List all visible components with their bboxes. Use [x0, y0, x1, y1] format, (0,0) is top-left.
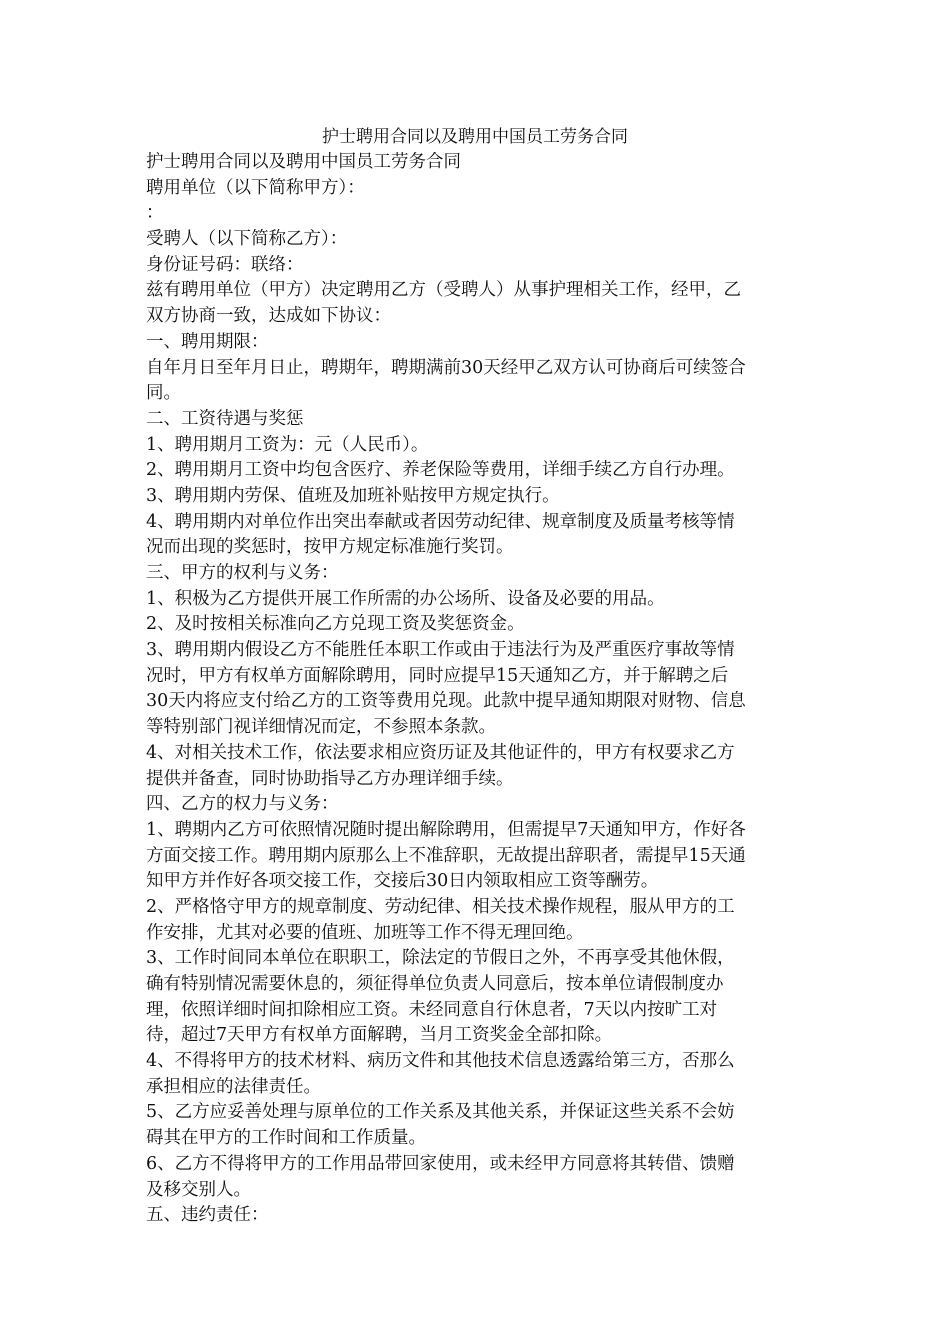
- document-line: 2、聘用期月工资中均包含医疗、养老保险等费用，详细手续乙方自行办理。: [146, 460, 735, 481]
- document-line: 4、不得将甲方的技术材料、病历文件和其他技术信息透露给第三方，否那么: [146, 1051, 735, 1072]
- document-line: 理，依照详细时间扣除相应工资。未经同意自行休息者，7天以内按旷工对: [146, 999, 718, 1020]
- document-line: 三、甲方的权利与义务：: [146, 563, 339, 583]
- document-line: 况而出现的奖惩时，按甲方规定标准施行奖罚。: [146, 537, 514, 558]
- document-line: 聘用单位（以下简称甲方）：: [146, 177, 365, 198]
- document-line: 3、聘用期内假设乙方不能胜任本职工作或由于违法行为及严重医疗事故等情: [146, 640, 735, 661]
- document-line: 受聘人（以下简称乙方）：: [146, 229, 348, 250]
- document-line: ：: [146, 203, 164, 224]
- document-line: 及移交别人。: [146, 1179, 251, 1200]
- document-line: 2、严格恪守甲方的规章制度、劳动纪律、相关技术操作规程，服从甲方的工: [146, 896, 735, 917]
- document-line: 二、工资待遇与奖惩: [146, 408, 304, 429]
- document-line: 护士聘用合同以及聘用中国员工劳务合同: [146, 152, 461, 172]
- document-line: 五、违约责任：: [146, 1205, 269, 1226]
- document-line: 四、乙方的权力与义务：: [146, 794, 339, 815]
- document-line: 待，超过7天甲方有权单方面解聘，当月工资奖金全部扣除。: [146, 1025, 613, 1046]
- document-line: 3、聘用期内劳保、值班及加班补贴按甲方规定执行。: [146, 485, 560, 506]
- document-line: 况时，甲方有权单方面解除聘用，同时应提早15天通知乙方，并于解聘之后: [146, 665, 729, 686]
- document-line: 1、聘期内乙方可依照情况随时提出解除聘用，但需提早7天通知甲方，作好各: [146, 819, 746, 840]
- document-line: 碍其在甲方的工作时间和工作质量。: [146, 1128, 426, 1149]
- document-line: 作安排，尤其对必要的值班、加班等工作不得无理回绝。: [146, 922, 584, 943]
- document-line: 4、对相关技术工作，依法要求相应资历证及其他证件的，甲方有权要求乙方: [146, 742, 735, 763]
- document-line: 知甲方并作好各项交接工作，交接后30日内领取相应工资等酬劳。: [146, 871, 659, 892]
- document-line: 双方协商一致，达成如下协议：: [146, 306, 391, 327]
- document-line: 1、积极为乙方提供开展工作所需的办公场所、设备及必要的用品。: [146, 588, 665, 609]
- document-line: 30天内将应支付给乙方的工资等费用兑现。此款中提早通知期限对财物、信息: [146, 691, 746, 712]
- document-line: 确有特别情况需要休息的，须征得单位负责人同意后，按本单位请假制度办: [146, 974, 724, 994]
- document-line: 方面交接工作。聘用期内原那么上不准辞职，无故提出辞职者，需提早15天通: [146, 845, 746, 866]
- document-line: 提供并备查，同时协助指导乙方办理详细手续。: [146, 768, 514, 789]
- document-line: 5、乙方应妥善处理与原单位的工作关系及其他关系，并保证这些关系不会妨: [146, 1102, 735, 1123]
- document-title: 护士聘用合同以及聘用中国员工劳务合同: [322, 127, 628, 147]
- document-line: 3、工作时间同本单位在职职工，除法定的节假日之外，不再享受其他休假，: [146, 948, 735, 969]
- document-line: 4、聘用期内对单位作出突出奉献或者因劳动纪律、规章制度及质量考核等情: [146, 511, 735, 532]
- document-line: 同。: [146, 383, 181, 404]
- document-body: [146, 150, 808, 1229]
- document-line: 等特别部门视详细情况而定，不参照本条款。: [146, 717, 496, 738]
- document-line: 身份证号码：联络：: [146, 254, 304, 275]
- document-line: 承担相应的法律责任。: [146, 1076, 321, 1097]
- document-line: 2、及时按相关标准向乙方兑现工资及奖惩资金。: [146, 614, 525, 635]
- document-line: 1、聘用期月工资为：元（人民币）。: [146, 434, 429, 455]
- document-line: 6、乙方不得将甲方的工作用品带回家使用，或未经甲方同意将其转借、馈赠: [146, 1153, 735, 1174]
- document-line: 自年月日至年月日止，聘期年，聘期满前30天经甲乙双方认可协商后可续签合: [146, 357, 746, 378]
- document-line: 兹有聘用单位（甲方）决定聘用乙方（受聘人）从事护理相关工作，经甲，乙: [146, 280, 741, 301]
- document-line: 一、聘用期限：: [146, 331, 269, 352]
